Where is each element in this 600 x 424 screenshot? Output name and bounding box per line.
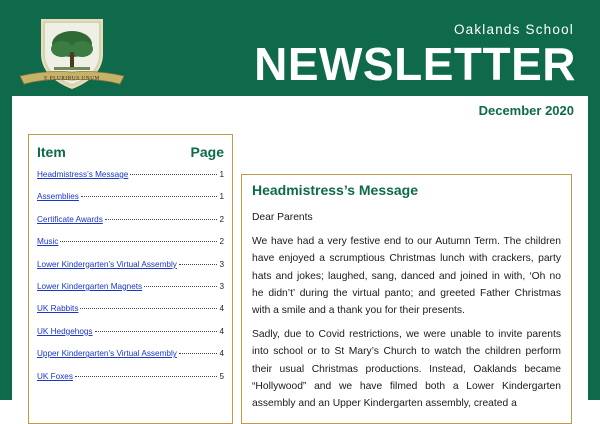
toc-page-number: 1 [219,192,224,202]
article-paragraph: Sadly, due to Covid restrictions, we were unable to invite parents into school or to St Mary’s Church to watch the children perform their usual Christmas productions. Instead, Oaklands became “Hollywood” and we have filmed both a Lower Kindergarten assembly and an Upper Kindergarten assembly, created a [252,329,561,410]
toc-header [37,144,224,162]
toc-page-number: 2 [219,214,224,224]
toc-page-number: 4 [219,304,224,314]
toc-page-number: 1 [219,170,224,179]
toc-entry [37,237,224,259]
toc-entry [37,192,224,214]
school-name: Oaklands School [453,22,574,37]
table-of-contents [28,134,233,424]
toc-entry [37,349,224,371]
newsletter-title: NEWSLETTER [254,38,576,90]
issue-date: December 2020 [478,103,574,118]
toc-link-music[interactable]: Music [37,237,59,247]
toc-leader-dots [130,174,217,175]
toc-link-lower-kindergarten-virtual-assembly[interactable]: Lower Kindergarten’s Virtual Assembly [37,259,177,269]
article-salutation: Dear Parents [252,212,313,223]
toc-leader-dots [144,286,217,287]
newsletter-header [0,0,600,96]
headmistress-message-article [241,174,572,424]
toc-link-uk-hedgehogs[interactable]: UK Hedgehogs [37,326,93,336]
toc-leader-dots [80,308,217,309]
toc-page-number: 4 [219,349,224,359]
toc-entry [37,260,224,282]
toc-link-uk-foxes[interactable]: UK Foxes [37,371,73,381]
article-heading: Headmistress’s Message [252,182,419,198]
toc-link-lower-kindergarten-magnets[interactable]: Lower Kindergarten Magnets [37,281,143,291]
article-paragraph: We have had a very festive end to our Autumn Term. The children have enjoyed a scrumptious Christmas lunch with crackers, party hats and jokes; laughed, sang, danced and joined in with, ‘Oh no he didn’t’ during the virtual panto; and greeted Father Christmas with a smile and a thank you for their presents. [252,236,561,317]
toc-page-number: 3 [219,259,224,269]
toc-leader-dots [60,241,217,242]
toc-entry [37,282,224,304]
article-body [252,209,561,419]
toc-page-number: 2 [219,237,224,247]
toc-leader-dots [75,376,217,377]
toc-link-headmistress-message[interactable]: Headmistress’s Message [37,170,129,179]
toc-link-certificate-awards[interactable]: Certificate Awards [37,214,103,224]
toc-page-number: 4 [219,326,224,336]
toc-entry [37,304,224,326]
toc-page-column-header: Page [190,144,224,160]
toc-leader-dots [95,331,218,332]
toc-page-number: 5 [219,371,224,381]
toc-entry [37,372,224,394]
crest-motto: E PLURIBUS UNUM [44,75,100,82]
toc-leader-dots [179,264,218,265]
toc-leader-dots [81,196,218,197]
toc-entry [37,327,224,349]
toc-leader-dots [179,353,218,354]
toc-page-number: 3 [219,281,224,291]
toc-entry [37,215,224,237]
toc-entry [37,170,224,192]
school-crest-logo [16,14,128,94]
toc-list [37,170,224,394]
toc-link-assemblies[interactable]: Assemblies [37,192,79,202]
toc-leader-dots [105,219,218,220]
toc-item-column-header: Item [37,144,66,160]
toc-link-uk-rabbits[interactable]: UK Rabbits [37,304,79,314]
toc-link-upper-kindergarten-virtual-assembly[interactable]: Upper Kindergarten’s Virtual Assembly [37,349,177,359]
